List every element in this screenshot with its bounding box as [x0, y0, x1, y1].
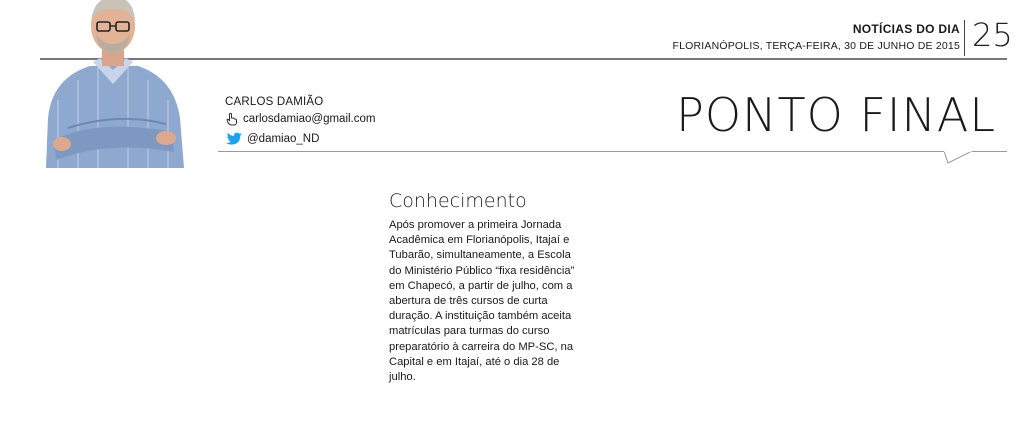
pointing-hand-icon	[225, 112, 239, 126]
author-portrait	[38, 0, 188, 168]
dateline: FLORIANÓPOLIS, TERÇA-FEIRA, 30 DE JUNHO DE 2015	[672, 40, 960, 52]
section-rule	[218, 151, 1007, 152]
speech-tail-icon	[944, 151, 974, 165]
article-heading: Conhecimento	[389, 190, 527, 212]
page-number: 25	[972, 16, 1013, 54]
author-email-row[interactable]	[225, 112, 375, 126]
section-title: PONTO FINAL	[676, 88, 996, 142]
author-twitter-row[interactable]	[225, 132, 319, 146]
twitter-bird-icon	[225, 132, 243, 146]
author-email[interactable]: carlosdamiao@gmail.com	[243, 113, 376, 125]
author-twitter[interactable]: @damiao_ND	[247, 133, 320, 145]
page-separator	[964, 20, 965, 56]
author-name: CARLOS DAMIÃO	[225, 96, 324, 108]
publication-name: NOTÍCIAS DO DIA	[852, 22, 960, 36]
article-body: Após promover a primeira Jornada Acadêmica em Florianópolis, Itajaí e Tubarão, simultaneamente, a Escola do Ministério Público “fixa residência” em Chapecó, a partir de julho, com a abertura de três cursos de curta duração. A instituição também aceita matrículas para turmas do curso preparatório à carreira do MP-SC, na Capital e em Itajaí, até o dia 28 de julho.	[389, 219, 575, 384]
